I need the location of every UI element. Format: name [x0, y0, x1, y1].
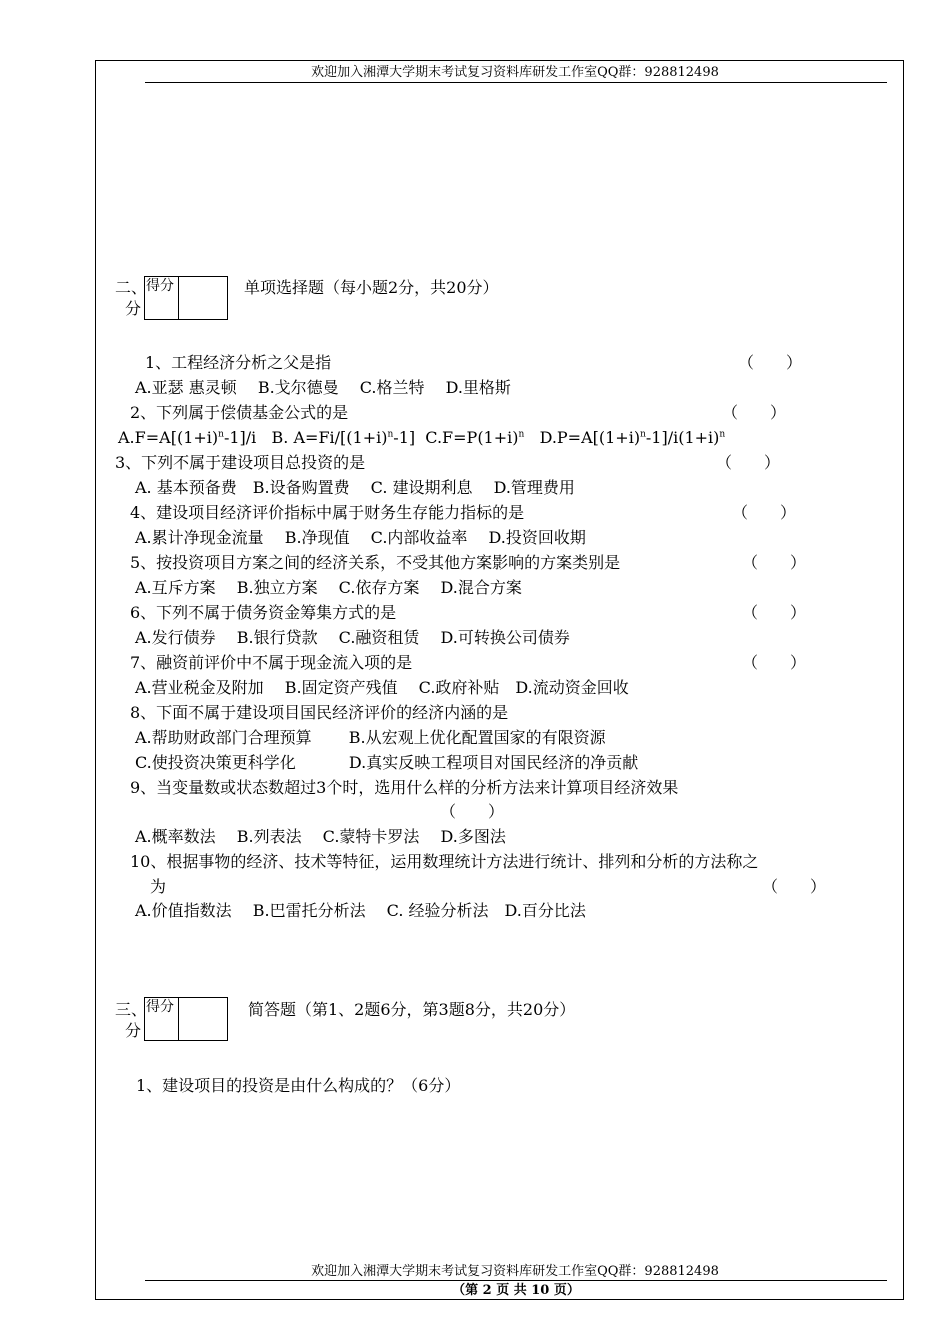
q2-option-a: $A.F=A[(1+i)^n-1]/i$ [118, 428, 257, 447]
q10-options: A.价值指数法 B.巴雷托分析法 C. 经验分析法 D.百分比法 [135, 901, 586, 920]
q6-answer-blank: （ ） [742, 603, 807, 622]
q3-answer-blank: （ ） [716, 453, 781, 472]
q9-answer-blank: （ ） [440, 802, 505, 821]
section3-side-label-bottom: 分 [125, 1021, 142, 1040]
header-text: 欢迎加入湘潭大学期末考试复习资料库研发工作室QQ群：928812498 [311, 65, 719, 80]
section2-score-box [144, 276, 228, 320]
q2-option-d: $D.P=A[(1+i)^n-1]/i(1+i)^n$ [539, 428, 726, 447]
q9-stem: 9、当变量数或状态数超过3个时，选用什么样的分析方法来计算项目经济效果 [130, 778, 679, 797]
q2-stem: 2、下列属于偿债基金公式的是 [130, 403, 349, 422]
q2-options [118, 428, 725, 448]
q9-options: A.概率数法 B.列表法 C.蒙特卡罗法 D.多图法 [135, 827, 506, 846]
q1-stem: 1、工程经济分析之父是指 [145, 353, 332, 372]
q5-stem: 5、按投资项目方案之间的经济关系，不受其他方案影响的方案类别是 [130, 553, 621, 572]
q6-stem: 6、下列不属于债务资金筹集方式的是 [130, 603, 397, 622]
q8-options-cd: C.使投资决策更科学化 D.真实反映工程项目对国民经济的净贡献 [135, 753, 639, 772]
section3-side-label-top: 三、 [115, 1000, 148, 1019]
q1-answer-blank: （ ） [738, 353, 803, 372]
q7-options: A.营业税金及附加 B.固定资产残值 C.政府补贴 D.流动资金回收 [135, 678, 629, 697]
section2-score-label: 得分 [145, 277, 179, 319]
header-rule [145, 82, 887, 83]
q10-answer-blank: （ ） [762, 877, 827, 896]
footer-text: 欢迎加入湘潭大学期末考试复习资料库研发工作室QQ群：928812498 [311, 1264, 719, 1279]
q2-option-c: $C.F=P(1+i)^n$ [425, 428, 525, 447]
q8-options-ab: A.帮助财政部门合理预算 B.从宏观上优化配置国家的有限资源 [135, 728, 606, 747]
section3-title: 简答题（第1、2题6分，第3题8分，共20分） [248, 1000, 576, 1019]
q2-answer-blank: （ ） [722, 403, 787, 422]
footer-rule [145, 1280, 887, 1281]
q7-answer-blank: （ ） [742, 653, 807, 672]
q10-stem: 10、根据事物的经济、技术等特征，运用数理统计方法进行统计、排列和分析的方法称之 [130, 852, 759, 871]
q2-option-b: B. $A=Fi/[(1+i)^n-1]$ [271, 428, 416, 447]
q8-stem: 8、下面不属于建设项目国民经济评价的经济内涵的是 [130, 703, 509, 722]
q6-options: A.发行债券 B.银行贷款 C.融资租赁 D.可转换公司债券 [135, 628, 570, 647]
q3-options: A. 基本预备费 B.设备购置费 C. 建设期利息 D.管理费用 [135, 478, 575, 497]
q3-stem: 3、下列不属于建设项目总投资的是 [115, 453, 366, 472]
q4-stem: 4、建设项目经济评价指标中属于财务生存能力指标的是 [130, 503, 525, 522]
section3-score-box [144, 997, 228, 1041]
section2-side-label-bottom: 分 [125, 299, 142, 318]
q7-stem: 7、融资前评价中不属于现金流入项的是 [130, 653, 413, 672]
section3-q1: 1、建设项目的投资是由什么构成的？（6分） [136, 1076, 461, 1095]
q10-stem-cont: 为 [150, 877, 167, 896]
q5-answer-blank: （ ） [742, 553, 807, 572]
page-number: （第 2 页 共 10 页） [452, 1283, 580, 1298]
q4-options: A.累计净现金流量 B.净现值 C.内部收益率 D.投资回收期 [135, 528, 586, 547]
q1-options: A.亚瑟 惠灵顿 B.戈尔德曼 C.格兰特 D.里格斯 [135, 378, 511, 397]
q5-options: A.互斥方案 B.独立方案 C.依存方案 D.混合方案 [135, 578, 522, 597]
q4-answer-blank: （ ） [732, 503, 797, 522]
section2-side-label-top: 二、 [115, 278, 148, 297]
section2-title: 单项选择题（每小题2分，共20分） [244, 278, 499, 297]
section3-score-label: 得分 [145, 998, 179, 1040]
